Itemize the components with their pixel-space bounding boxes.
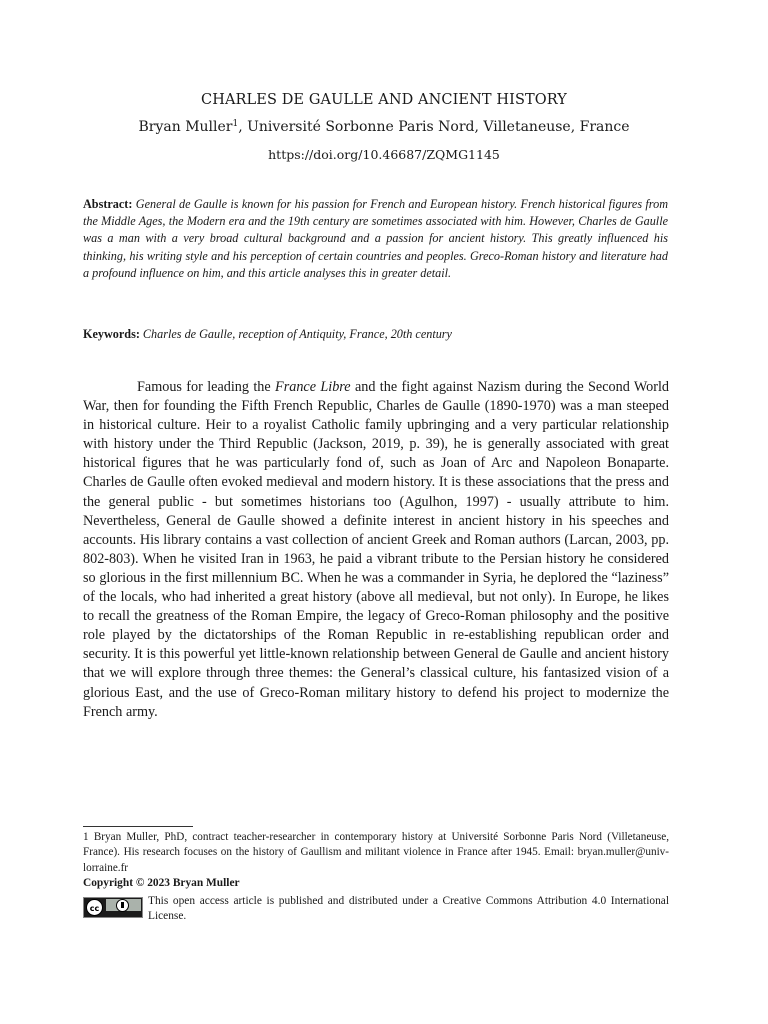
body-paragraph bbox=[83, 378, 669, 722]
cc-icon: cc bbox=[86, 899, 103, 916]
abstract-label: Abstract bbox=[83, 197, 129, 211]
keywords-text: Charles de Gaulle, reception of Antiquity, France, 20th century bbox=[142, 327, 452, 341]
author-affiliation: , Université Sorbonne Paris Nord, Villetaneuse, France bbox=[238, 119, 630, 135]
author-line bbox=[0, 119, 768, 135]
cc-by-license-icon[interactable] bbox=[83, 897, 143, 918]
author-name: Bryan Muller bbox=[138, 119, 233, 135]
body-text-rest: and the fight against Nazism during the Second World War, then for founding the Fifth French Republic, Charles de Gaulle (1890-1970) was a man steeped in historical culture. Heir to a royalist Catholic family upbringing and a very particular relationship with history under the Third Republic (Jackson, 2019, p. 39), he is generally associated with great historical figures that he was particularly fond of, such as Joan of Arc and Napoleon Bonaparte. Charles de Gaulle often evoked medieval and modern history. It is these associations that the press and the general public - but sometimes historians too (Agulhon, 1997) - usually attribute to him. Nevertheless, General de Gaulle showed a definite interest in ancient history in his speeches and accounts. His library contains a vast collection of ancient Greek and Roman authors (Larcan, 2003, pp. 802-803). When he visited Iran in 1963, he paid a vibrant tribute to the Persian history he considered so glorious in the first millennium BC. When he was a commander in Syria, he deplored the “laziness” of the locals, who had inherited a great history (above all medieval, but not only). In Europe, he likes to recall the greatness of the Roman Empire, the legacy of Greco-Roman philosophy and the positive role played by the dictatorships of the Roman Republic in re-establishing republican order and security. It is this powerful yet little-known relationship between General de Gaulle and ancient history that we will explore through three themes: the General’s classical culture, his fantasized vision of a glorious East, and the use of Greco-Roman military history to defend his project to modernize the French army. bbox=[83, 379, 669, 720]
body-text-start: Famous for leading the bbox=[137, 379, 276, 395]
footnote-divider bbox=[83, 826, 193, 827]
attribution-person-icon bbox=[116, 899, 129, 912]
footnote: 1 Bryan Muller, PhD, contract teacher-researcher in contemporary history at Université Sorbonne Paris Nord (Villetaneuse, France). His research focuses on the history of Gaullism and militant violence in France after 1945. Email: bryan.muller@univ-lorraine.fr bbox=[83, 831, 669, 874]
author-footnote-mark[interactable]: 1 bbox=[232, 119, 239, 129]
keywords-colon: : bbox=[135, 327, 143, 341]
body-emphasis: France Libre bbox=[275, 379, 351, 395]
abstract-text: General de Gaulle is known for his passion for French and European history. French historical figures from the Middle Ages, the Modern era and the 19th century are sometimes associated with him. However, Charles de Gaulle was a man with a very broad cultural background and a passion for ancient history. This greatly influenced his thinking, his writing style and his perception of certain countries and peoples. Greco-Roman history and literature had a profound influence on him, and this article analyses this in greater detail. bbox=[83, 197, 668, 280]
keywords-label: Keywords bbox=[83, 327, 136, 341]
abstract bbox=[83, 196, 668, 282]
copyright-line: Copyright © 2023 Bryan Muller bbox=[83, 877, 240, 889]
doi-link[interactable]: https://doi.org/10.46687/ZQMG1145 bbox=[268, 147, 500, 162]
article-title: CHARLES DE GAULLE AND ANCIENT HISTORY bbox=[201, 92, 567, 108]
keywords bbox=[83, 326, 668, 343]
abstract-colon: : bbox=[128, 197, 136, 211]
license-text: This open access article is published and distributed under a Creative Commons Attribution 4.0 International License. bbox=[148, 895, 669, 922]
